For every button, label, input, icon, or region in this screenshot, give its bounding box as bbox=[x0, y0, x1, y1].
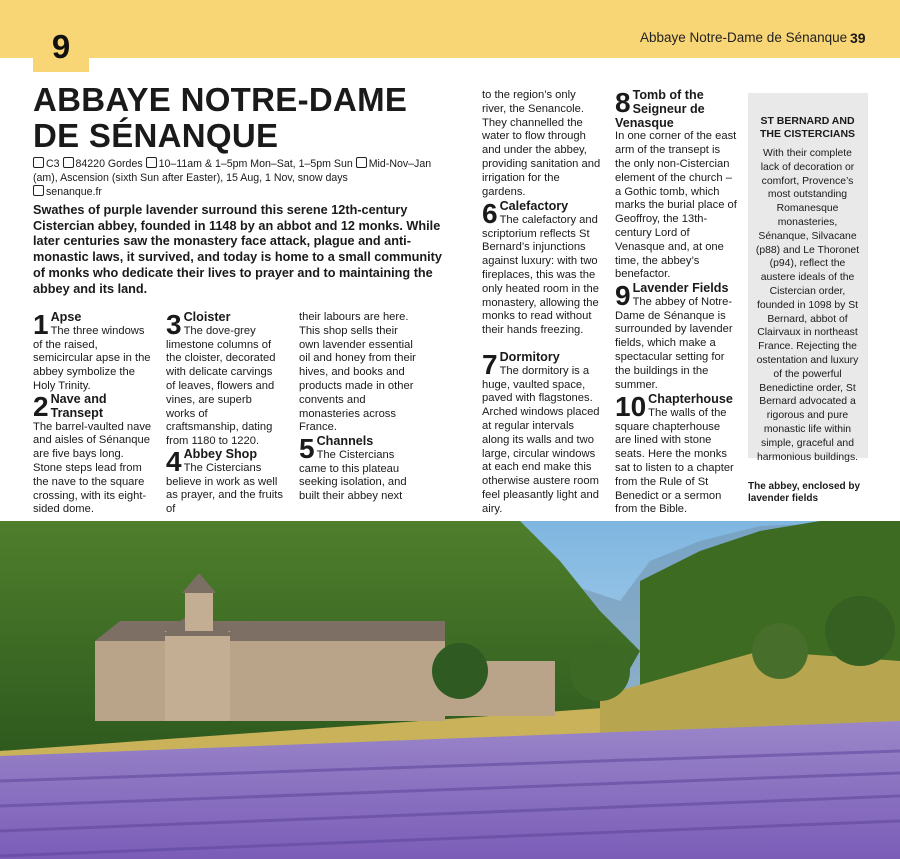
entry-chapterhouse bbox=[615, 393, 737, 517]
entry-text: The Cistercians came to this plateau seeking isolation, and built their abbey next bbox=[299, 448, 407, 503]
entry-number: 7 bbox=[482, 349, 498, 380]
entry-title: Channels bbox=[316, 434, 374, 448]
map-pin-icon bbox=[33, 157, 44, 168]
running-title: Abbaye Notre-Dame de Sénanque bbox=[640, 30, 848, 45]
entry-number: 6 bbox=[482, 198, 498, 229]
entry-text: The walls of the square chapterhouse are lined with stone seats. Here the monks sat to listen to a chapter from the Rule of St Benedict or a sermon from the Bible. bbox=[615, 406, 734, 516]
entry-title: Lavender Fields bbox=[632, 281, 729, 295]
entry-text: The dormitory is a huge, vaulted space, paved with flagstones. Arched windows placed at regular intervals along its walls and two large, circular windows at each end make this otherwise austere room feel pleasantly light and airy. bbox=[482, 364, 600, 515]
page-number: 39 bbox=[850, 30, 866, 46]
sidebar-title: ST BERNARD AND THE CISTERCIANS bbox=[759, 115, 856, 140]
info-grid: C3 bbox=[46, 158, 60, 170]
sidebar-text: With their complete lack of decoration or comfort, Provence’s most outstanding Romanesque monasteries, Sénanque, Silvacane (p88) and Le Thoronet (p94), reflect the austere ideals of the Cistercian order, founded in 1098 by St Bernard, abbot of Clairvaux in northeast France. Rejecting the ostentation and luxury of the powerful Benedictine order, St Bernard advocated a rigorous and pure monastic life within simple, graceful and harmonious buildings. bbox=[755, 148, 860, 463]
entry-text: The barrel-vaulted nave and aisles of Sénanque are five bays long. Stone steps lead from the nave to the square crossing, with its eight-sided dome. bbox=[33, 420, 152, 516]
entry-title: Calefactory bbox=[499, 199, 569, 213]
entry-text: to the region’s only river, the Senancole. They channelled the water to flow through and under the abbey, providing sanitation and irrigation for the gardens. bbox=[482, 89, 601, 198]
web-icon bbox=[33, 185, 44, 196]
home-icon bbox=[63, 157, 74, 168]
clock-icon bbox=[146, 157, 157, 168]
title-line-2: DE SÉNANQUE bbox=[33, 117, 279, 154]
entry-dormitory bbox=[482, 351, 602, 517]
entry-title: Cloister bbox=[183, 310, 231, 324]
entry-text: The abbey of Notre-Dame de Sénanque is surrounded by lavender fields, which make a spectacular setting for the buildings in the summer. bbox=[615, 295, 733, 391]
entry-number: 5 bbox=[299, 433, 315, 464]
entry-nave bbox=[33, 393, 153, 517]
photo-caption: The abbey, enclosed by lavender fields bbox=[748, 481, 861, 504]
entry-title: Abbey Shop bbox=[183, 447, 258, 461]
entry-abbey-shop bbox=[166, 448, 283, 517]
entry-lavender-fields bbox=[615, 282, 737, 392]
info-closed: Mid-Nov–Jan (am), Ascension (sixth Sun after Easter), 15 Aug, 1 Nov, snow days bbox=[33, 158, 432, 184]
title-line-1: ABBAYE NOTRE-DAME bbox=[33, 81, 408, 118]
entry-text: In one corner of the east arm of the transept is the only non-Cistercian element of the church – a Gothic tomb, which marks the burial place of Geoffroy, the 13th-century Lord of Venasque and, at one time, the abbey’s benefactor. bbox=[615, 130, 737, 281]
entry-number: 4 bbox=[166, 446, 182, 477]
entry-apse bbox=[33, 311, 153, 394]
entry-number: 1 bbox=[33, 309, 49, 340]
info-hours: 10–11am & 1–5pm Mon–Sat, 1–5pm Sun bbox=[158, 158, 353, 170]
entry-title: Tomb of the Seigneur de Venasque bbox=[615, 88, 705, 130]
entry-text: The dove-grey limestone columns of the cloister, decorated with delicate carvings of leaves, flowers and vines, are superb works of craftsmanship, dating from 1180 to 1220. bbox=[166, 324, 276, 448]
entry-abbey-shop-continued bbox=[299, 311, 417, 435]
closed-icon bbox=[356, 157, 367, 168]
entry-number: 3 bbox=[166, 309, 182, 340]
entry-title: Chapterhouse bbox=[648, 392, 733, 406]
page-title bbox=[33, 82, 453, 154]
entry-text: The three windows of the raised, semicircular apse in the abbey symbolize the Holy Trinity. bbox=[33, 324, 151, 392]
header-bar bbox=[0, 0, 900, 58]
badge-number: 9 bbox=[51, 28, 71, 65]
entry-title: Dormitory bbox=[499, 350, 560, 364]
entry-title: Apse bbox=[50, 310, 82, 324]
entry-number: 10 bbox=[615, 391, 647, 422]
entry-tomb bbox=[615, 89, 737, 282]
info-address: 84220 Gordes bbox=[75, 158, 143, 170]
entry-cloister bbox=[166, 311, 283, 449]
abbey-photo bbox=[0, 521, 900, 859]
entry-number: 2 bbox=[33, 391, 49, 422]
entry-text: their labours are here. This shop sells their own lavender essential oil and honey from their hives, and books and products made in other convents and monasteries across France. bbox=[299, 311, 416, 434]
entry-channels-continued bbox=[482, 89, 602, 199]
entry-text: The calefactory and scriptorium reflects St Bernard’s injunctions against luxury: with two fireplaces, this was the only heated room in the monastery, allowing the monks to read without their hands freezing. bbox=[482, 213, 599, 337]
entry-number: 8 bbox=[615, 87, 631, 118]
entry-calefactory bbox=[482, 200, 602, 338]
entry-text: The Cistercians believe in work as well as prayer, and the fruits of bbox=[166, 461, 283, 516]
intro-paragraph: Swathes of purple lavender surround this serene 12th-century Cistercian abbey, founded in 1148 by an abbot and 12 monks. While later centuries saw the monastery face attack, plague and anti-monastic laws, it survived, and today is home to a small community of monks who dedicate their lives to prayer and to maintaining the abbey and its land. bbox=[33, 203, 442, 296]
abbey-lavender-illustration bbox=[0, 521, 900, 859]
entry-number: 9 bbox=[615, 280, 631, 311]
info-website[interactable]: senanque.fr bbox=[46, 186, 102, 198]
entry-channels bbox=[299, 435, 417, 504]
entry-title: Nave and Transept bbox=[50, 392, 107, 420]
practical-info bbox=[33, 157, 433, 199]
